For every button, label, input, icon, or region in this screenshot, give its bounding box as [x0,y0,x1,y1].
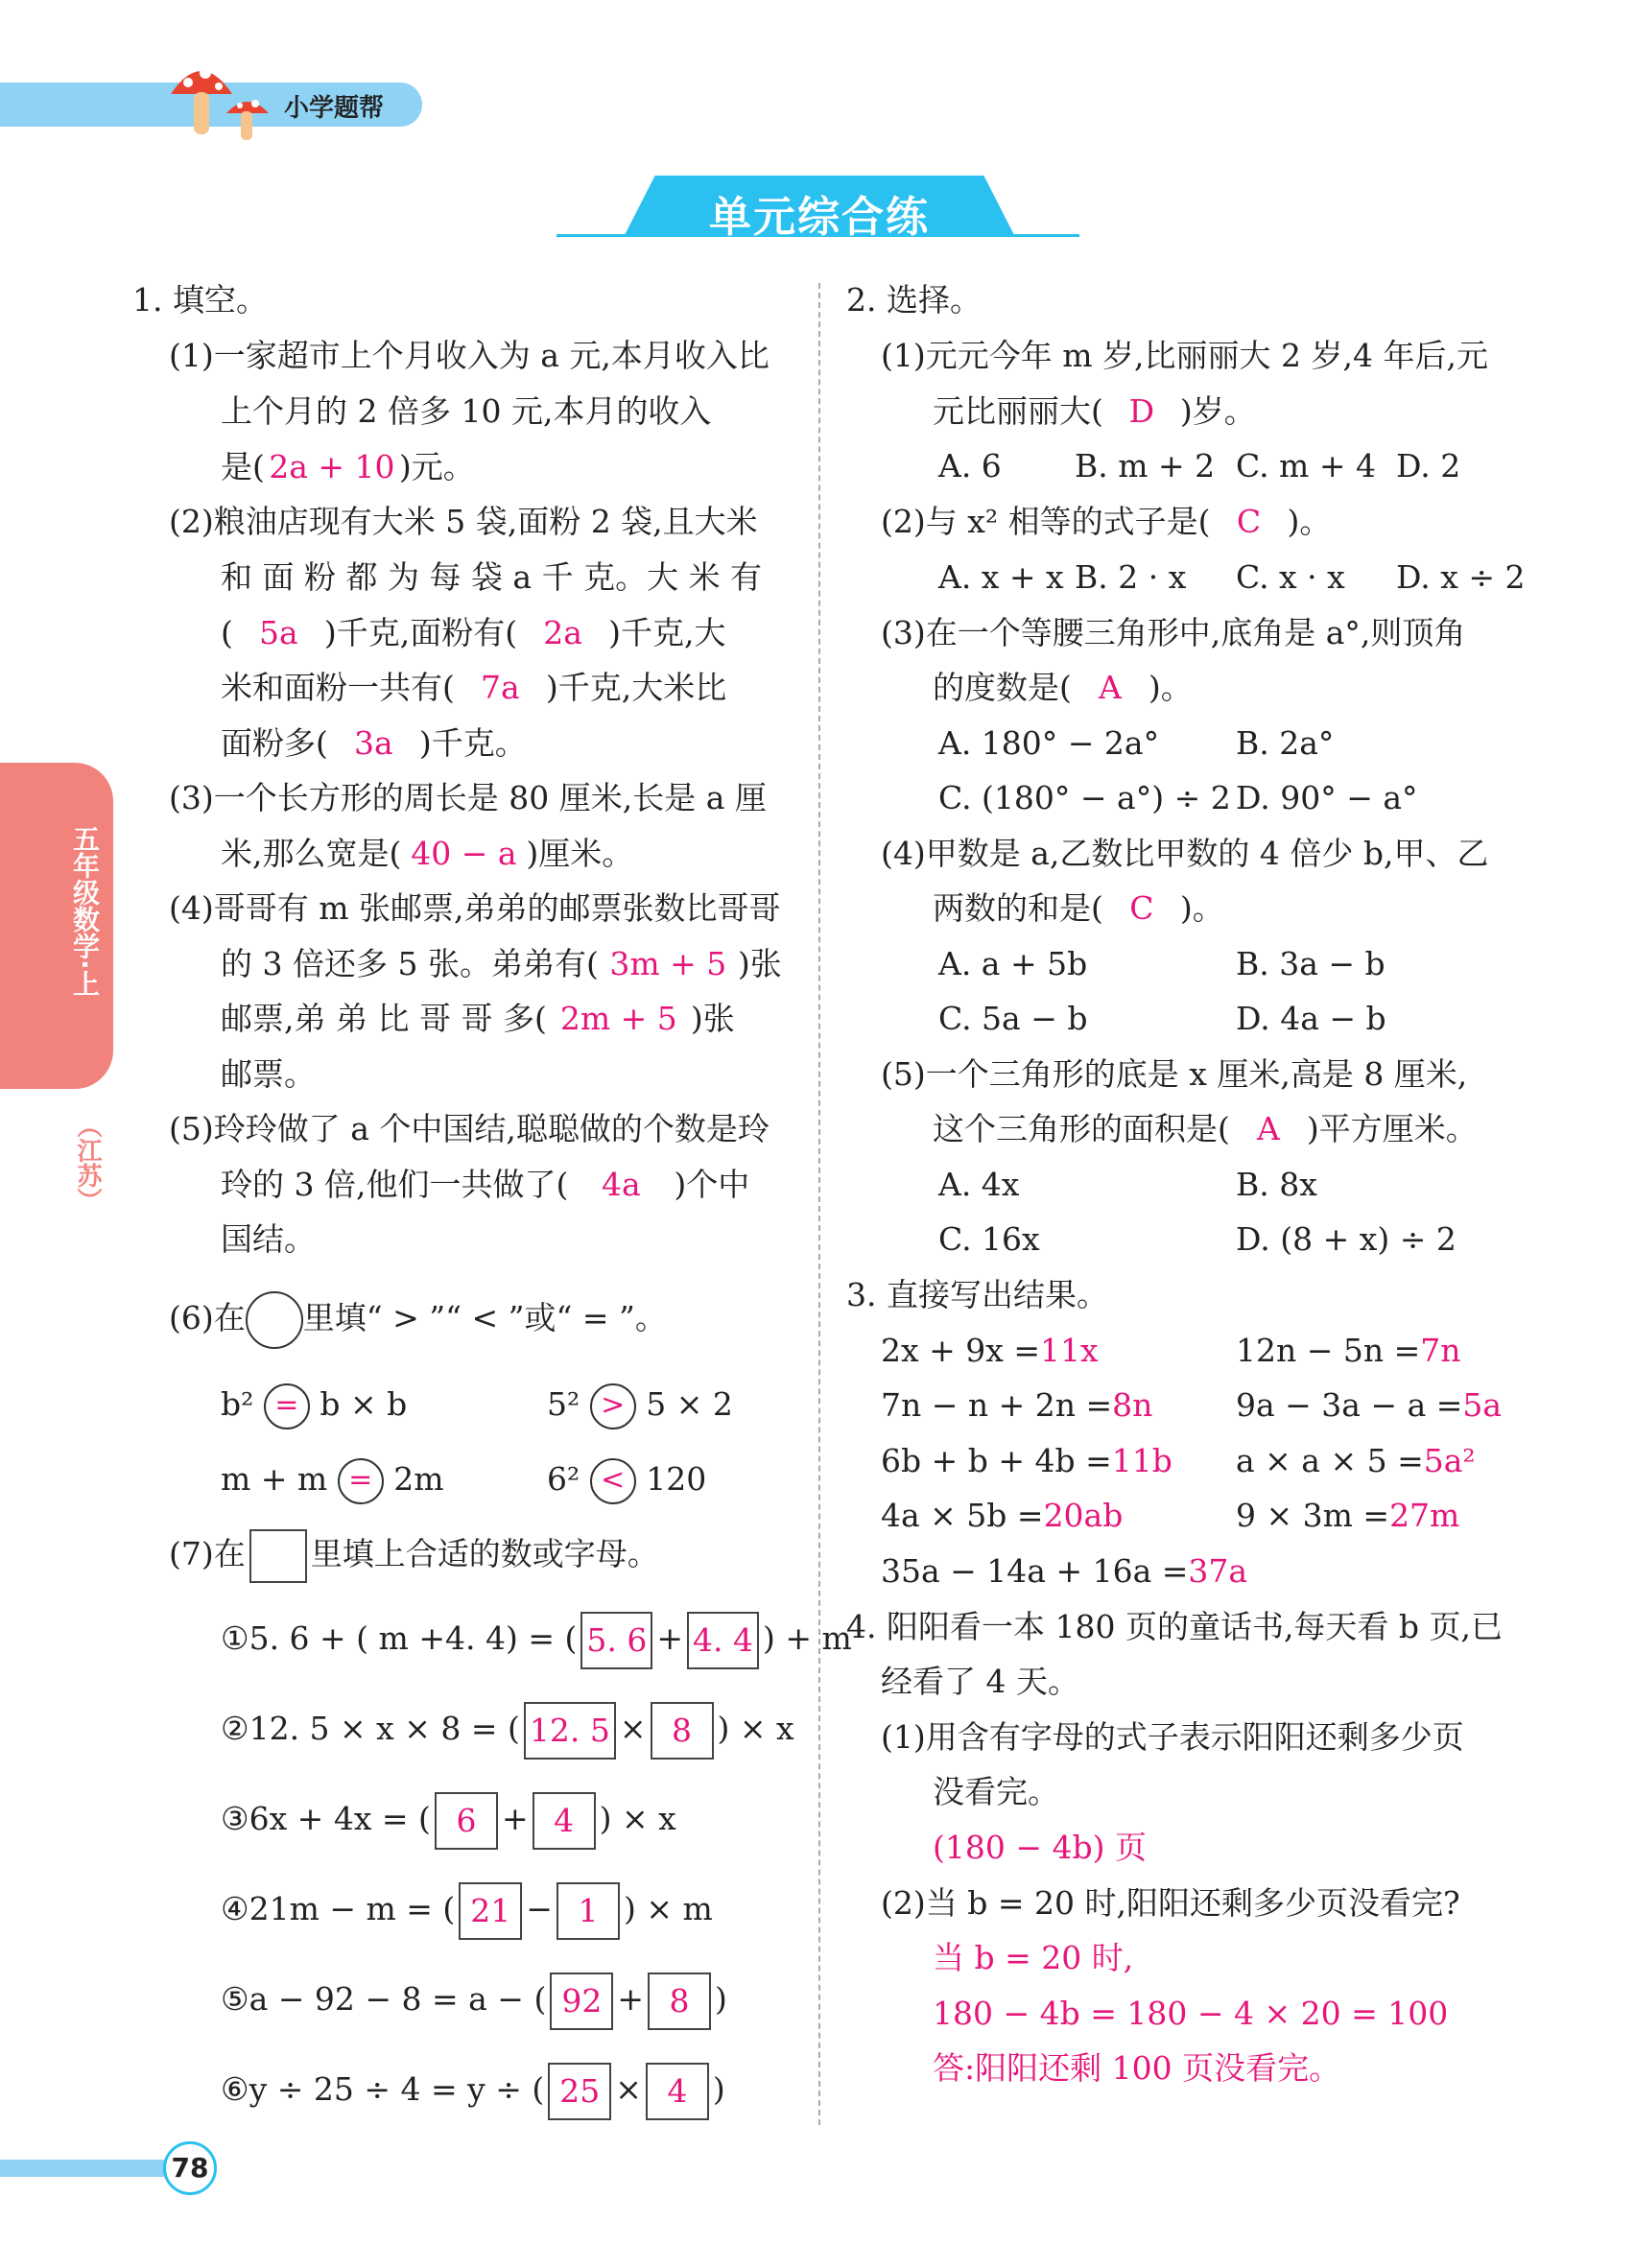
section4-q2-line1: (2)当 b = 20 时,阳阳还剩多少页没看完? [881,1884,1460,1922]
fill-box: 4. 4 [687,1612,759,1669]
fill-box: 8 [651,1702,714,1760]
section4-q1-line1: (1)用含有字母的式子表示阳阳还剩多少页 [881,1718,1464,1756]
page-number: 78 [163,2141,217,2195]
q3-line1: (3)一个长方形的周长是 80 厘米,长是 a 厘 [169,779,767,816]
q6-prompt: (6)在 里填“ > ”“ < ”或“ = ”。 [169,1289,667,1349]
q2-line4: 米和面粉一共有( 7a )千克,大米比 [221,669,727,706]
q7-item-2: ②12. 5 × x × 8 = ( 12. 5 × 8 ) × x [221,1700,794,1760]
q2-answer-2: 2a [543,614,582,651]
choice1-opt-a: A. 6 [938,447,1002,484]
q6-item-2: 5² > 5 × 2 [547,1378,733,1431]
page-title: 单元综合练 [709,193,930,242]
q5-line1: (5)玲玲做了 a 个中国结,聪聪做的个数是玲 [169,1110,770,1147]
q4-answer-1: 3m + 5 [609,945,727,982]
section4-q1-line2: 没看完。 [933,1773,1059,1810]
q2-line5: 面粉多( 3a )千克。 [221,724,527,762]
q4-line3: 邮票,弟 弟 比 哥 哥 多( 2m + 5 )张 [221,1000,735,1037]
empty-box-sample [249,1529,307,1583]
column-divider [818,283,820,2125]
section2-heading: 2. 选择。 [846,281,982,319]
q5-answer: 4a [602,1166,641,1203]
choice4-line1: (4)甲数是 a,乙数比甲数的 4 倍少 b,甲、乙 [881,835,1489,872]
calc-item: 7n − n + 2n =8n [881,1386,1153,1424]
choice4-opt-a: A. a + 5b [938,945,1088,982]
q4-line2: 的 3 倍还多 5 张。弟弟有( 3m + 5 )张 [221,945,782,982]
choice5-opt-c: C. 16x [938,1220,1040,1258]
choice3-line1: (3)在一个等腰三角形中,底角是 a°,则顶角 [881,614,1466,651]
fill-box: 25 [548,2063,611,2120]
compare-circle: = [338,1458,384,1504]
choice2-opt-c: C. x · x [1236,558,1345,596]
choice1-opt-c: C. m + 4 [1236,447,1376,484]
fill-box: 6 [435,1792,498,1850]
section4-q2-answer-2: 180 − 4b = 180 − 4 × 20 = 100 [933,1995,1449,2032]
fill-box: 8 [648,1973,711,2030]
calc-item: 12n − 5n =7n [1236,1332,1461,1369]
choice1-line2: 元比丽丽大( D )岁。 [933,392,1256,430]
q7-item-5: ⑤a − 92 − 8 = a − ( 92 + 8 ) [221,1971,727,2030]
choice4-opt-d: D. 4a − b [1236,1000,1386,1037]
choice3-line2: 的度数是( A )。 [933,669,1193,706]
section4-q1-answer: (180 − 4b) 页 [933,1829,1147,1866]
choice3-opt-a: A. 180° − 2a° [938,724,1160,762]
choice5-opt-b: B. 8x [1236,1166,1317,1203]
q1-line2: 上个月的 2 倍多 10 元,本月的收入 [221,392,712,430]
brand-text: 小学题帮 [284,94,385,123]
calc-item: a × a × 5 =5a² [1236,1442,1476,1479]
q4-answer-2: 2m + 5 [559,1000,677,1037]
choice4-answer: C [1129,889,1154,927]
q7-item-3: ③6x + 4x = ( 6 + 4 ) × x [221,1790,676,1850]
empty-circle-sample [246,1291,303,1349]
q6-item-4: 6² < 120 [547,1453,706,1506]
calc-item: 4a × 5b =20ab [881,1497,1124,1534]
choice4-opt-b: B. 3a − b [1236,945,1385,982]
choice5-line1: (5)一个三角形的底是 x 厘米,高是 8 厘米, [881,1055,1468,1093]
q7-item-4: ④21m − m = ( 21 − 1 ) × m [221,1880,713,1940]
choice1-opt-b: B. m + 2 [1075,447,1216,484]
choice5-opt-d: D. (8 + x) ÷ 2 [1236,1220,1456,1258]
fill-box: 92 [550,1973,613,2030]
calc-item: 9 × 3m =27m [1236,1497,1460,1534]
q5-line3: 国结。 [221,1220,316,1258]
choice2-opt-d: D. x ÷ 2 [1396,558,1526,596]
q2-answer-4: 3a [354,724,393,762]
q4-line4: 邮票。 [221,1055,316,1093]
fill-box: 4 [533,1792,596,1850]
compare-circle: < [590,1458,636,1504]
section4-q2-answer-3: 答:阳阳还剩 100 页没看完。 [933,2049,1341,2087]
q3-answer: 40 − a [411,835,517,872]
fill-box: 4 [646,2063,709,2120]
choice5-opt-a: A. 4x [938,1166,1020,1203]
side-tab-label: 五年级数学·上 [69,825,101,997]
choice1-opt-d: D. 2 [1396,447,1461,484]
choice5-answer: A [1256,1110,1280,1147]
calc-item: 35a − 14a + 16a =37a [881,1552,1248,1590]
fill-box: 21 [459,1882,522,1940]
choice2-opt-a: A. x + x [938,558,1064,596]
q2-line2: 和 面 粉 都 为 每 袋 a 千 克。大 米 有 [221,558,763,596]
q7-item-1: ①5. 6 + ( m +4. 4) = ( 5. 6 + 4. 4 ) + m [221,1610,852,1669]
q2-answer-3: 7a [481,669,520,706]
section4-line2: 经看了 4 天。 [881,1663,1079,1700]
q7-prompt: (7)在 里填上合适的数或字母。 [169,1525,659,1583]
section4-line1: 4. 阳阳看一本 180 页的童话书,每天看 b 页,已 [846,1608,1504,1645]
choice2-opt-b: B. 2 · x [1075,558,1187,596]
choice4-line2: 两数的和是( C )。 [933,889,1224,927]
fill-box: 5. 6 [580,1612,652,1669]
choice2-line1: (2)与 x² 相等的式子是( C )。 [881,503,1332,540]
fill-box: 1 [557,1882,620,1940]
compare-circle: = [264,1383,310,1429]
q1-line1: (1)一家超市上个月收入为 a 元,本月收入比 [169,337,770,374]
q2-line1: (2)粮油店现有大米 5 袋,面粉 2 袋,且大米 [169,503,758,540]
side-region-label: （江苏） [73,1113,102,1213]
calc-item: 6b + b + 4b =11b [881,1442,1172,1479]
q1-line3: 是( 2a + 10 )元。 [221,448,475,485]
choice2-answer: C [1236,503,1262,540]
mushroom-icon [163,56,278,147]
q2-answer-1: 5a [259,614,298,651]
choice3-answer: A [1098,669,1122,706]
q7-item-6: ⑥y ÷ 25 ÷ 4 = y ÷ ( 25 × 4 ) [221,2061,725,2120]
choice3-opt-d: D. 90° − a° [1236,779,1418,816]
q4-line1: (4)哥哥有 m 张邮票,弟弟的邮票张数比哥哥 [169,889,781,927]
q1-answer: 2a + 10 [269,448,395,485]
choice4-opt-c: C. 5a − b [938,1000,1088,1037]
calc-item: 9a − 3a − a =5a [1236,1386,1503,1424]
q5-line2: 玲的 3 倍,他们一共做了( 4a )个中 [221,1166,750,1203]
q6-item-1: b² = b × b [221,1378,407,1431]
compare-circle: > [590,1383,636,1429]
choice3-opt-b: B. 2a° [1236,724,1335,762]
choice3-opt-c: C. (180° − a°) ÷ 2 [938,779,1231,816]
section4-q2-answer-1: 当 b = 20 时, [933,1939,1134,1976]
choice1-answer: D [1128,392,1155,430]
q2-line3: ( 5a )千克,面粉有( 2a )千克,大 [221,614,726,651]
footer-bar [0,2160,187,2177]
q6-item-3: m + m = 2m [221,1453,444,1506]
calc-item: 2x + 9x =11x [881,1332,1099,1369]
section1-heading: 1. 填空。 [132,281,268,319]
q3-line2: 米,那么宽是( 40 − a )厘米。 [221,835,634,872]
fill-box: 12. 5 [524,1702,616,1760]
choice1-line1: (1)元元今年 m 岁,比丽丽大 2 岁,4 年后,元 [881,337,1488,374]
section3-heading: 3. 直接写出结果。 [846,1276,1108,1313]
choice5-line2: 这个三角形的面积是( A )平方厘米。 [933,1110,1478,1147]
